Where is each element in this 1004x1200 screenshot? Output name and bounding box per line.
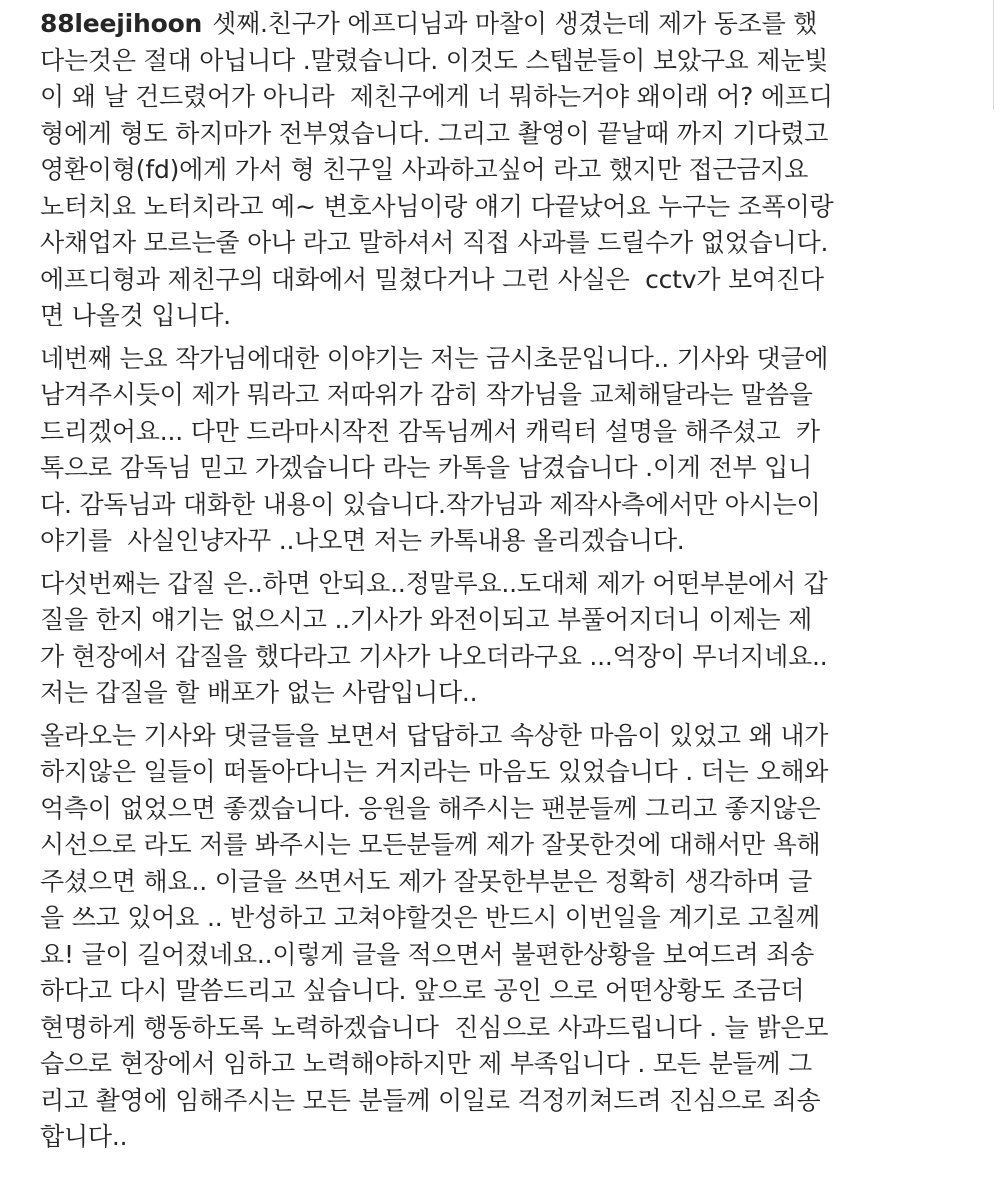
caption-line: 에프디형과 제친구의 대화에서 밀쳤다거나 그런 사실은 cctv가 보여진다 [40,264,824,294]
caption-line: 이 왜 날 건드렸어가 아니라 제친구에게 너 뭐하는거야 왜이래 어? 에프디 [40,82,833,111]
caption-line: 을 쓰고 있어요 .. 반성하고 고쳐야할것은 반드시 이번일을 계기로 고칠께 [40,903,820,932]
caption-line: 다. 감독님과 대화한 내용이 있습니다.작가님과 제작사측에서만 아시는이 [40,489,821,519]
caption-line: 요! 글이 길어졌네요..이렇게 글을 적으면서 불편한상황을 보여드려 죄송 [40,939,815,969]
caption-line: 다는것은 절대 아닙니다 .말렸습니다. 이것도 스텝분들이 보았구요 제눈빛 [40,45,829,75]
caption-paragraph [40,341,970,560]
caption-line: 다섯번째는 갑질 은..하면 안되요..정말루요..도대체 제가 어떤부분에서 갑 [40,568,828,598]
scrollbar-edge [993,0,1004,110]
caption-line: 사채업자 모르는줄 아나 라고 말하셔서 직접 사과를 드릴수가 없었습니다. [40,228,829,257]
caption-line: 질을 한지 얘기는 없으시고 ..기사가 와전이되고 부풀어지더니 이제는 제 [40,605,813,634]
caption-line: 야기를 사실인냥자꾸 ..나오면 저는 카톡내용 올리겠습니다. [40,526,685,555]
caption-line: 남겨주시듯이 제가 뭐라고 저따위가 감히 작가님을 교체해달라는 말씀을 [40,380,813,409]
caption-paragraph [40,566,970,712]
caption-line: 하지않은 일들이 떠돌아다니는 거지라는 마음도 있었습니다 . 더는 오해와 [40,757,829,786]
caption-line: 합니다.. [40,1122,128,1151]
caption-line: 형에게 형도 하지마가 전부였습니다. 그리고 촬영이 끝날때 까지 기다렸고 [40,118,829,148]
caption-line: 하다고 다시 말씀드리고 싶습니다. 앞으로 공인 으로 어떤상황도 조금더 [40,976,805,1005]
caption-line: 습으로 현장에서 임하고 노력해야하지만 제 부족입니다 . 모든 분들께 그 [40,1049,813,1078]
caption-line: 톡으로 감독님 믿고 가겠습니다 라는 카톡을 남겼습니다 .이게 전부 입니 [40,453,813,482]
caption-line: 드리겠어요... 다만 드라마시작전 감독님께서 캐릭터 설명을 해주셨고 카 [40,416,820,446]
caption-line [40,6,970,43]
caption-line: 면 나올것 입니다. [40,301,231,330]
caption [40,6,970,1162]
caption-line: 억측이 없었으면 좋겠습니다. 응원을 해주시는 팬분들께 그리고 좋지않은 [40,793,821,823]
caption-text: 셋째.친구가 에프디님과 마찰이 생겼는데 제가 동조를 했 [212,9,818,38]
caption-line: 현명하게 행동하도록 노력하겠습니다 진심으로 사과드립니다 . 늘 밝은모 [40,1012,829,1042]
caption-line: 네번째 는요 작가님에대한 이야기는 저는 금시초문입니다.. 기사와 댓글에 [40,343,829,373]
username-link[interactable]: 88leejihoon [40,9,203,38]
caption-line: 영환이형(fd)에게 가서 형 친구일 사과하고싶어 라고 했지만 접근금지요 [40,155,809,184]
caption-line: 저는 갑질을 할 배포가 없는 사람입니다.. [40,678,478,707]
caption-line: 노터치요 노터치라고 예~ 변호사님이랑 얘기 다끝났어요 누구는 조폭이랑 [40,191,834,221]
caption-paragraph [40,6,970,335]
caption-line: 올라오는 기사와 댓글들을 보면서 답답하고 속상한 마음이 있었고 왜 내가 [40,720,829,750]
caption-line: 시선으로 라도 저를 봐주시는 모든분들께 제가 잘못한것에 대해서만 욕해 [40,830,821,859]
caption-line: 가 현장에서 갑질을 했다라고 기사가 나오더라구요 ...억장이 무너지네요.. [40,641,828,671]
caption-paragraph [40,718,970,1156]
caption-line: 주셨으면 해요.. 이글을 쓰면서도 제가 잘못한부분은 정확히 생각하며 글 [40,866,813,896]
caption-line: 리고 촬영에 임해주시는 모든 분들께 이일로 걱정끼쳐드려 진심으로 죄송 [40,1085,821,1115]
